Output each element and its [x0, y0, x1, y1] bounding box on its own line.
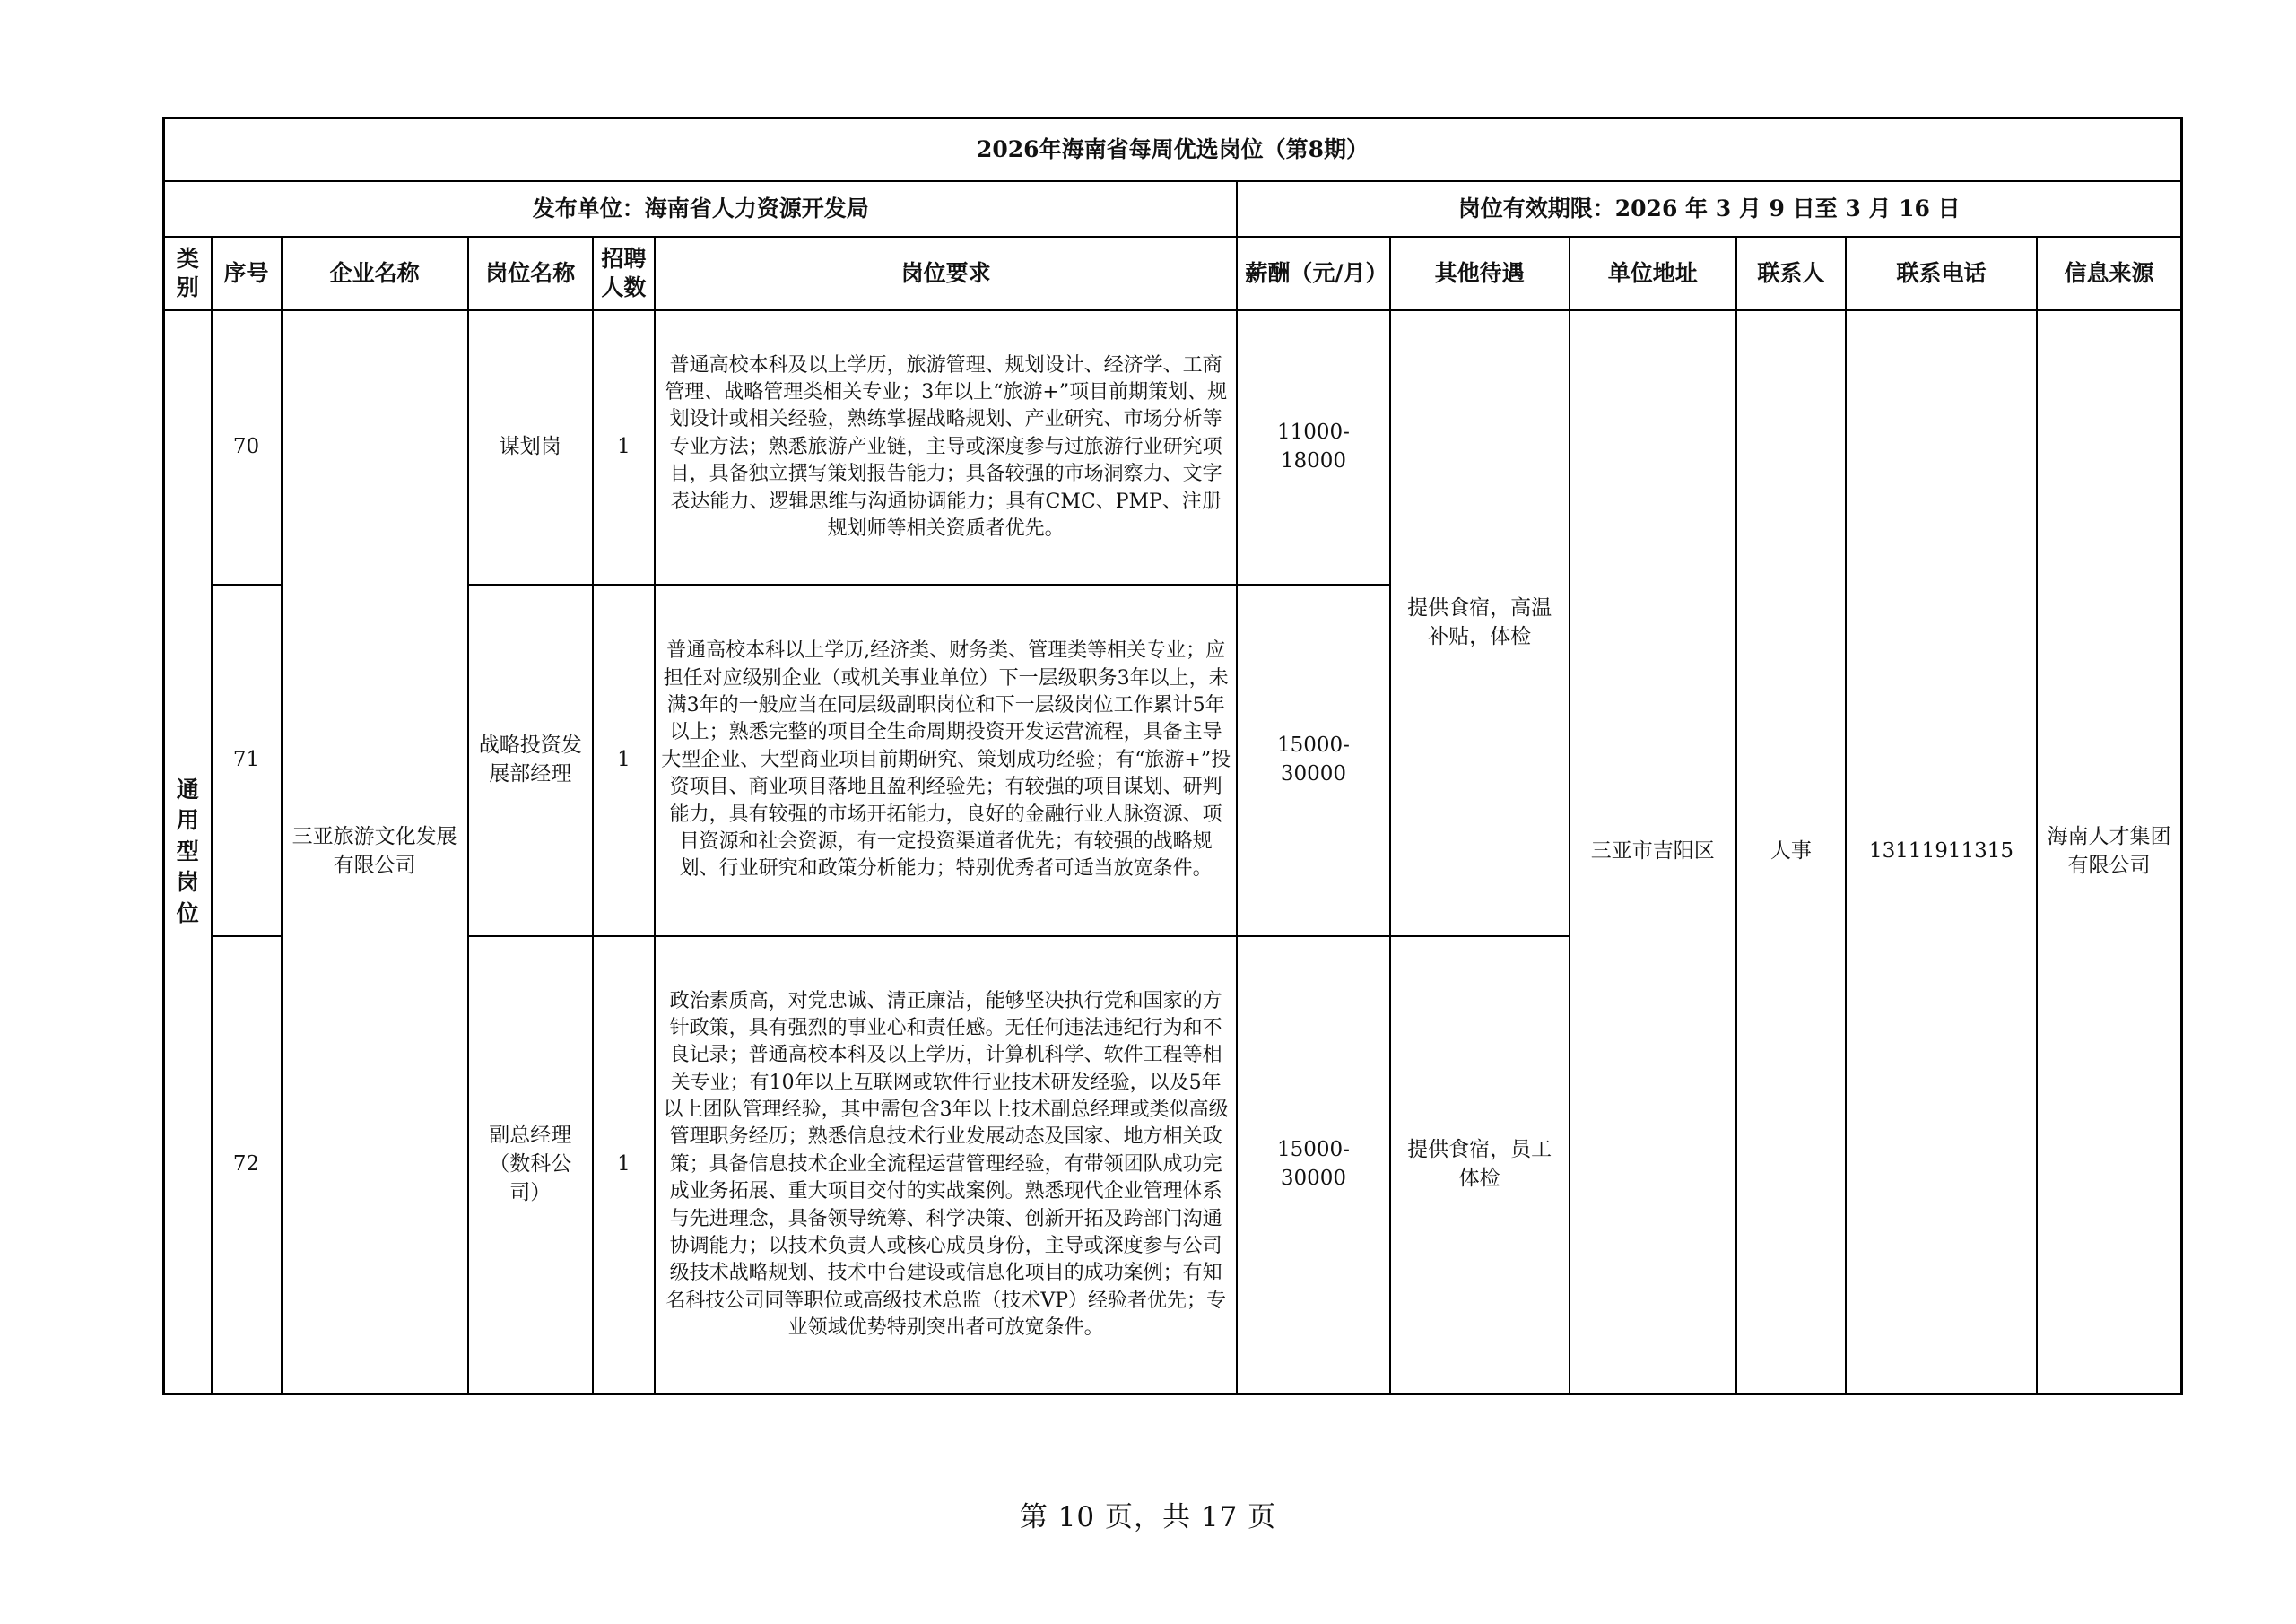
seq-cell: 71 [212, 585, 282, 936]
header-category: 类别 [164, 237, 212, 310]
job-table [162, 117, 2183, 1395]
benefits-cell: 提供食宿，员工体检 [1390, 936, 1570, 1394]
position-cell: 战略投资发展部经理 [468, 585, 593, 936]
page-number: 第 10 页，共 17 页 [1019, 1501, 1277, 1533]
publisher: 发布单位：海南省人力资源开发局 [164, 181, 1238, 237]
requirements-cell: 普通高校本科以上学历,经济类、财务类、管理类等相关专业；应担任对应级别企业（或机关事业单位）下一层级职务3年以上，未满3年的一般应当在同层级副职岗位和下一层级岗位工作累计5年以上；熟悉完整的项目全生命周期投资开发运营流程，具备主导大型企业、大型商业项目前期研究、策划成功经验；有“旅游+”投资项目、商业项目落地且盈利经验先；有较强的项目谋划、研判能力，具有较强的市场开拓能力，良好的金融行业人脉资源、项目资源和社会资源，有一定投资渠道者优先；有较强的战略规划、行业研究和政策分析能力；特别优秀者可适当放宽条件。 [655, 585, 1238, 936]
category-cell: 通用型岗位 [164, 310, 212, 1394]
validity-period: 岗位有效期限：2026 年 3 月 9 日至 3 月 16 日 [1237, 181, 2181, 237]
table-row [164, 310, 2182, 585]
contact-cell: 人事 [1736, 310, 1846, 1394]
source-cell: 海南人才集团有限公司 [2037, 310, 2181, 1394]
header-phone: 联系电话 [1846, 237, 2037, 310]
header-address: 单位地址 [1570, 237, 1736, 310]
header-seq: 序号 [212, 237, 282, 310]
seq-cell: 70 [212, 310, 282, 585]
header-contact: 联系人 [1736, 237, 1846, 310]
table-title: 2026年海南省每周优选岗位（第8期） [164, 118, 2182, 182]
header-company: 企业名称 [282, 237, 468, 310]
count-cell: 1 [593, 585, 655, 936]
salary-cell: 11000-18000 [1237, 310, 1389, 585]
header-requirements: 岗位要求 [655, 237, 1238, 310]
phone-cell: 13111911315 [1846, 310, 2037, 1394]
position-cell: 谋划岗 [468, 310, 593, 585]
requirements-cell: 普通高校本科及以上学历，旅游管理、规划设计、经济学、工商管理、战略管理类相关专业；3年以上“旅游+”项目前期策划、规划设计或相关经验，熟练掌握战略规划、产业研究、市场分析等专业方法；熟悉旅游产业链，主导或深度参与过旅游行业研究项目，具备独立撰写策划报告能力；具备较强的市场洞察力、文字表达能力、逻辑思维与沟通协调能力；具有CMC、PMP、注册规划师等相关资质者优先。 [655, 310, 1238, 585]
count-cell: 1 [593, 310, 655, 585]
header-row [164, 237, 2182, 310]
header-benefits: 其他待遇 [1390, 237, 1570, 310]
salary-cell: 15000-30000 [1237, 936, 1389, 1394]
salary-cell: 15000-30000 [1237, 585, 1389, 936]
benefits-cell: 提供食宿，高温补贴，体检 [1390, 310, 1570, 936]
header-count: 招聘人数 [593, 237, 655, 310]
position-cell: 副总经理（数科公司） [468, 936, 593, 1394]
company-cell: 三亚旅游文化发展有限公司 [282, 310, 468, 1394]
requirements-cell: 政治素质高，对党忠诚、清正廉洁，能够坚决执行党和国家的方针政策，具有强烈的事业心和责任感。无任何违法违纪行为和不良记录；普通高校本科及以上学历，计算机科学、软件工程等相关专业；有10年以上互联网或软件行业技术研发经验，以及5年以上团队管理经验，其中需包含3年以上技术副总经理或类似高级管理职务经历；熟悉信息技术行业发展动态及国家、地方相关政策；具备信息技术企业全流程运营管理经验，有带领团队成功完成业务拓展、重大项目交付的实战案例。熟悉现代企业管理体系与先进理念，具备领导统筹、科学决策、创新开拓及跨部门沟通协调能力；以技术负责人或核心成员身份，主导或深度参与公司级技术战略规划、技术中台建设或信息化项目的成功案例；有知名科技公司同等职位或高级技术总监（技术VP）经验者优先；专业领域优势特别突出者可放宽条件。 [655, 936, 1238, 1394]
count-cell: 1 [593, 936, 655, 1394]
seq-cell: 72 [212, 936, 282, 1394]
header-source: 信息来源 [2037, 237, 2181, 310]
header-salary: 薪酬（元/月） [1237, 237, 1389, 310]
address-cell: 三亚市吉阳区 [1570, 310, 1736, 1394]
header-position: 岗位名称 [468, 237, 593, 310]
